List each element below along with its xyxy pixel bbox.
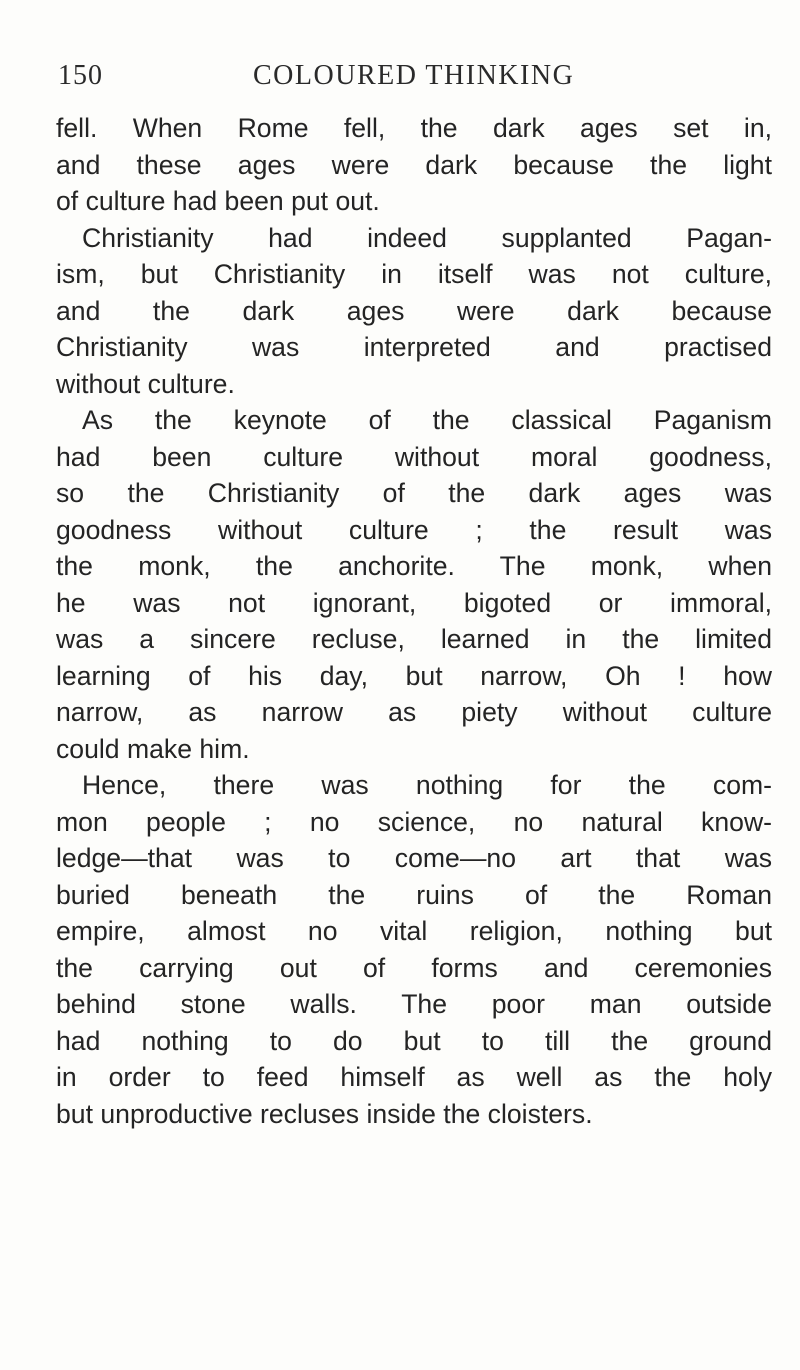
- text-line: and these ages were dark because the light: [56, 149, 772, 180]
- text-line: so the Christianity of the dark ages was: [56, 478, 772, 508]
- text-line: had nothing to do but to till the ground: [56, 1025, 772, 1056]
- text-line: ledge—that was to come—no art that was: [56, 843, 772, 873]
- text-line: Hence, there was nothing for the com-: [82, 770, 772, 800]
- text-line: goodness without culture ; the result was: [56, 514, 772, 545]
- text-line: but unproductive recluses inside the cloisters.: [56, 1098, 593, 1129]
- text-line: was a sincere recluse, learned in the limited: [56, 624, 772, 654]
- running-title: COLOURED THINKING: [253, 60, 575, 91]
- text-line: buried beneath the ruins of the Roman: [56, 879, 772, 910]
- text-line: mon people ; no science, no natural know-: [56, 806, 772, 837]
- text-line: empire, almost no vital religion, nothing but: [56, 916, 772, 946]
- text-line: of culture had been put out.: [56, 186, 380, 216]
- text-line: and the dark ages were dark because: [56, 295, 772, 326]
- text-line: Christianity had indeed supplanted Pagan-: [82, 222, 772, 253]
- text-line: As the keynote of the classical Paganism: [82, 405, 772, 435]
- text-line: the monk, the anchorite. The monk, when: [56, 551, 772, 581]
- text-line: behind stone walls. The poor man outside: [56, 989, 772, 1019]
- text-line: in order to feed himself as well as the holy: [56, 1062, 772, 1092]
- text-line: could make him.: [56, 733, 250, 764]
- running-head: [58, 60, 768, 100]
- text-line: fell. When Rome fell, the dark ages set in,: [56, 113, 772, 143]
- body-text: [56, 110, 772, 1132]
- text-line: the carrying out of forms and ceremonies: [56, 952, 772, 983]
- text-line: Christianity was interpreted and practised: [56, 332, 772, 362]
- text-line: had been culture without moral goodness,: [56, 441, 772, 472]
- text-line: he was not ignorant, bigoted or immoral,: [56, 587, 772, 618]
- text-line: learning of his day, but narrow, Oh ! how: [56, 660, 772, 691]
- text-line: narrow, as narrow as piety without culture: [56, 697, 772, 727]
- text-line: ism, but Christianity in itself was not culture,: [56, 259, 772, 289]
- page-number: 150: [58, 60, 103, 91]
- text-line: without culture.: [56, 368, 235, 399]
